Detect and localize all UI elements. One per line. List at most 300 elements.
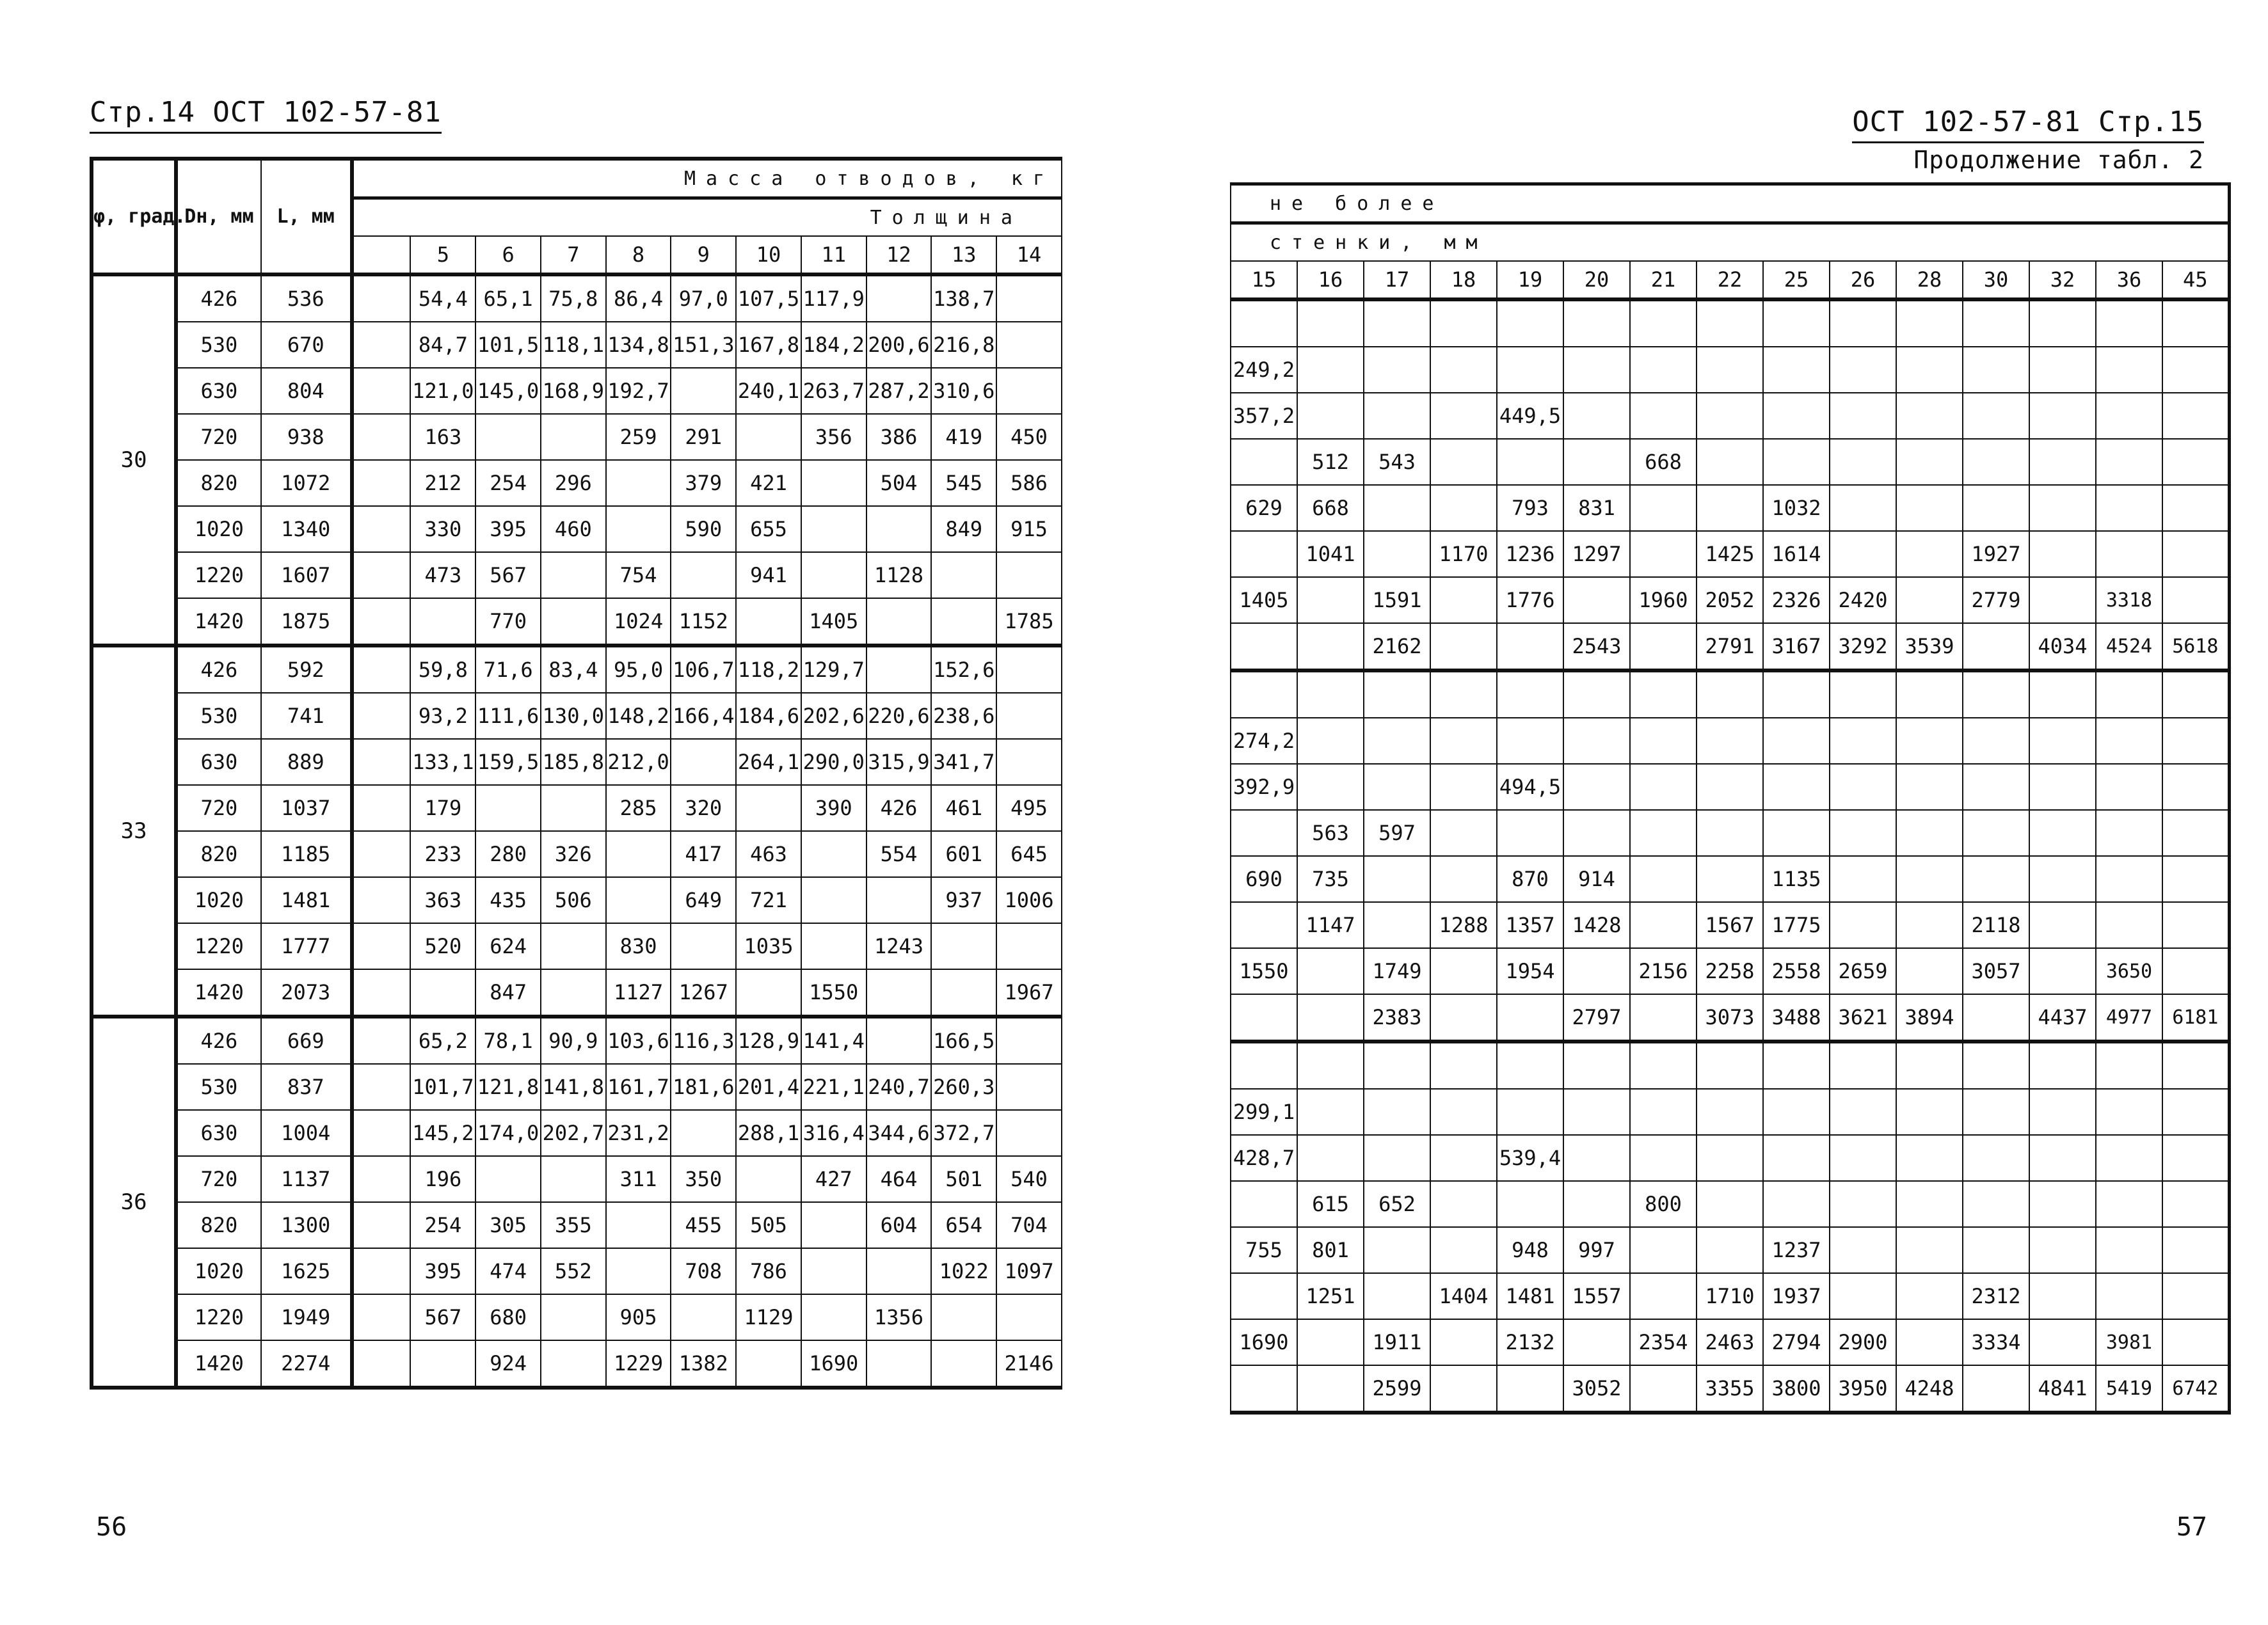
mass-cell: 793 xyxy=(1497,485,1563,531)
mass-cell: 421 xyxy=(736,460,801,506)
mass-cell xyxy=(931,598,996,646)
mass-cell: 1776 xyxy=(1497,577,1563,623)
mass-cell: 1170 xyxy=(1430,531,1497,577)
mass-cell xyxy=(1297,948,1364,994)
mass-cell: 680 xyxy=(475,1294,541,1340)
mass-cell: 494,5 xyxy=(1497,764,1563,810)
table-row xyxy=(1231,531,2229,577)
mass-cell: 464 xyxy=(866,1156,932,1202)
mass-cell: 1557 xyxy=(1563,1273,1630,1319)
mass-cell xyxy=(2029,856,2096,902)
mass-cell: 586 xyxy=(996,460,1062,506)
mass-cell: 326 xyxy=(541,831,606,877)
mass-cell xyxy=(2029,810,2096,856)
mass-cell: 2659 xyxy=(1830,948,1896,994)
mass-cell xyxy=(1763,299,1830,347)
mass-cell: 4437 xyxy=(2029,994,2096,1042)
mass-cell xyxy=(1430,439,1497,485)
table-row xyxy=(1231,1135,2229,1181)
mass-cell: 71,6 xyxy=(475,646,541,693)
mass-cell: 161,7 xyxy=(606,1064,671,1110)
mass-cell xyxy=(1896,764,1963,810)
mass-cell: 831 xyxy=(1563,485,1630,531)
mass-cell xyxy=(541,1340,606,1388)
mass-cell: 1550 xyxy=(801,969,866,1017)
mass-cell: 1032 xyxy=(1763,485,1830,531)
mass-cell: 590 xyxy=(671,506,736,552)
mass-cell xyxy=(736,969,801,1017)
mass-cell xyxy=(1430,1227,1497,1273)
mass-cell xyxy=(1364,718,1430,764)
mass-cell xyxy=(1830,299,1896,347)
mass-cell xyxy=(1763,439,1830,485)
mass-cell xyxy=(1697,439,1763,485)
mass-cell: 103,6 xyxy=(606,1017,671,1064)
mass-cell xyxy=(1630,1227,1697,1273)
mass-cell: 5618 xyxy=(2162,623,2229,670)
mass-cell: 1243 xyxy=(866,923,932,969)
thickness-col-7: 7 xyxy=(541,236,606,274)
mass-cell xyxy=(1697,718,1763,764)
mass-cell xyxy=(1697,810,1763,856)
mass-cell xyxy=(931,1340,996,1388)
thickness-col-15: 15 xyxy=(1231,261,1297,299)
mass-cell xyxy=(1630,623,1697,670)
mass-cell xyxy=(2029,439,2096,485)
left-mass-table xyxy=(90,157,1062,1390)
mass-cell: 941 xyxy=(736,552,801,598)
table-row xyxy=(92,969,1062,1017)
mass-cell: 460 xyxy=(541,506,606,552)
mass-cell xyxy=(1430,577,1497,623)
angle-cell: 36 xyxy=(92,1017,176,1388)
mass-cell xyxy=(866,1340,932,1388)
mass-cell xyxy=(1231,670,1297,718)
l-cell: 2274 xyxy=(261,1340,352,1388)
spacer-cell xyxy=(352,739,411,785)
mass-cell: 615 xyxy=(1297,1181,1364,1227)
mass-cell xyxy=(2096,670,2162,718)
mass-cell xyxy=(1364,1135,1430,1181)
mass-cell: 4248 xyxy=(1896,1365,1963,1413)
mass-cell xyxy=(1963,623,2029,670)
mass-cell xyxy=(1364,347,1430,393)
mass-cell xyxy=(1630,1089,1697,1135)
mass-cell: 1591 xyxy=(1364,577,1430,623)
mass-cell xyxy=(866,877,932,923)
mass-cell: 563 xyxy=(1297,810,1364,856)
table-row xyxy=(92,739,1062,785)
mass-cell xyxy=(1430,994,1497,1042)
mass-cell xyxy=(1963,718,2029,764)
mass-cell: 721 xyxy=(736,877,801,923)
mass-cell: 1404 xyxy=(1430,1273,1497,1319)
table-row xyxy=(1231,1042,2229,1089)
table-row xyxy=(92,368,1062,414)
mass-cell xyxy=(2096,718,2162,764)
thickness-col-13: 13 xyxy=(931,236,996,274)
mass-cell: 1710 xyxy=(1697,1273,1763,1319)
mass-cell xyxy=(1830,485,1896,531)
mass-cell xyxy=(671,552,736,598)
mass-cell: 652 xyxy=(1364,1181,1430,1227)
table-row xyxy=(1231,764,2229,810)
mass-cell xyxy=(1231,439,1297,485)
right-page-number: 57 xyxy=(2176,1512,2207,1542)
mass-cell: 121,0 xyxy=(410,368,475,414)
thickness-col-45: 45 xyxy=(2162,261,2229,299)
mass-cell xyxy=(2096,393,2162,439)
angle-cell: 30 xyxy=(92,274,176,646)
mass-cell: 75,8 xyxy=(541,274,606,322)
mass-cell xyxy=(1430,1319,1497,1365)
mass-cell xyxy=(1896,856,1963,902)
mass-cell: 2543 xyxy=(1563,623,1630,670)
mass-cell: 4977 xyxy=(2096,994,2162,1042)
l-cell: 837 xyxy=(261,1064,352,1110)
mass-cell xyxy=(2096,902,2162,948)
mass-cell xyxy=(996,368,1062,414)
mass-cell xyxy=(2029,393,2096,439)
mass-cell xyxy=(1830,439,1896,485)
mass-cell xyxy=(1497,1089,1563,1135)
col-l-header: L, мм xyxy=(261,159,352,274)
thickness-col-17: 17 xyxy=(1364,261,1430,299)
mass-cell: 216,8 xyxy=(931,322,996,368)
table-row xyxy=(1231,439,2229,485)
mass-cell: 2258 xyxy=(1697,948,1763,994)
spacer-cell xyxy=(352,460,411,506)
mass-cell: 200,6 xyxy=(866,322,932,368)
mass-cell xyxy=(2162,577,2229,623)
mass-cell xyxy=(2162,856,2229,902)
mass-cell xyxy=(2162,1227,2229,1273)
mass-cell xyxy=(1763,810,1830,856)
mass-cell xyxy=(1630,718,1697,764)
mass-cell xyxy=(2162,902,2229,948)
mass-cell xyxy=(1297,764,1364,810)
mass-cell xyxy=(2029,670,2096,718)
mass-cell: 754 xyxy=(606,552,671,598)
mass-cell: 254 xyxy=(475,460,541,506)
mass-cell xyxy=(2162,670,2229,718)
mass-cell xyxy=(1563,810,1630,856)
spacer-cell xyxy=(352,598,411,646)
mass-cell xyxy=(1430,670,1497,718)
mass-cell xyxy=(1630,810,1697,856)
mass-cell: 2146 xyxy=(996,1340,1062,1388)
mass-cell: 86,4 xyxy=(606,274,671,322)
mass-cell: 1405 xyxy=(1231,577,1297,623)
mass-cell xyxy=(1697,485,1763,531)
mass-cell: 101,5 xyxy=(475,322,541,368)
table-row xyxy=(1231,994,2229,1042)
table-row xyxy=(92,693,1062,739)
mass-cell: 1567 xyxy=(1697,902,1763,948)
mass-cell xyxy=(1896,1042,1963,1089)
mass-cell: 290,0 xyxy=(801,739,866,785)
table-row xyxy=(92,1017,1062,1064)
mass-cell: 1911 xyxy=(1364,1319,1430,1365)
dn-cell: 1420 xyxy=(176,1340,260,1388)
mass-cell xyxy=(1231,994,1297,1042)
mass-cell: 196 xyxy=(410,1156,475,1202)
mass-cell: 567 xyxy=(475,552,541,598)
mass-cell: 1229 xyxy=(606,1340,671,1388)
mass-cell: 117,9 xyxy=(801,274,866,322)
mass-cell: 350 xyxy=(671,1156,736,1202)
mass-cell xyxy=(1630,856,1697,902)
mass-cell xyxy=(2162,1273,2229,1319)
mass-cell: 1127 xyxy=(606,969,671,1017)
mass-cell xyxy=(996,322,1062,368)
mass-cell: 450 xyxy=(996,414,1062,460)
mass-cell: 93,2 xyxy=(410,693,475,739)
mass-cell xyxy=(1297,718,1364,764)
mass-cell: 2312 xyxy=(1963,1273,2029,1319)
mass-cell: 1356 xyxy=(866,1294,932,1340)
mass-cell xyxy=(1430,1089,1497,1135)
spacer-cell xyxy=(352,1110,411,1156)
mass-cell xyxy=(2029,1089,2096,1135)
mass-cell: 168,9 xyxy=(541,368,606,414)
mass-cell: 1927 xyxy=(1963,531,2029,577)
mass-cell: 1690 xyxy=(1231,1319,1297,1365)
spacer-cell xyxy=(352,552,411,598)
mass-cell: 520 xyxy=(410,923,475,969)
mass-cell: 786 xyxy=(736,1248,801,1294)
thickness-col-36: 36 xyxy=(2096,261,2162,299)
mass-cell xyxy=(931,923,996,969)
mass-cell xyxy=(1830,531,1896,577)
mass-cell: 915 xyxy=(996,506,1062,552)
mass-cell xyxy=(1297,994,1364,1042)
mass-cell: 427 xyxy=(801,1156,866,1202)
mass-cell xyxy=(866,1017,932,1064)
mass-cell xyxy=(736,785,801,831)
mass-cell: 1428 xyxy=(1563,902,1630,948)
mass-cell xyxy=(1297,1365,1364,1413)
mass-cell xyxy=(1963,1042,2029,1089)
mass-cell: 240,1 xyxy=(736,368,801,414)
mass-cell xyxy=(1963,299,2029,347)
left-page-number: 56 xyxy=(96,1512,127,1542)
mass-cell xyxy=(1896,948,1963,994)
mass-cell xyxy=(2029,1135,2096,1181)
dn-cell: 530 xyxy=(176,322,260,368)
right-page-header xyxy=(1852,106,2204,138)
spacer-cell xyxy=(352,1064,411,1110)
mass-cell xyxy=(1896,1135,1963,1181)
mass-cell xyxy=(1497,1042,1563,1089)
l-cell: 536 xyxy=(261,274,352,322)
mass-cell xyxy=(1763,670,1830,718)
l-cell: 1300 xyxy=(261,1202,352,1248)
mass-cell xyxy=(2029,718,2096,764)
left-page-header xyxy=(90,96,442,129)
mass-cell: 649 xyxy=(671,877,736,923)
mass-cell: 118,2 xyxy=(736,646,801,693)
mass-cell xyxy=(996,1110,1062,1156)
mass-cell xyxy=(801,1202,866,1248)
mass-cell: 1749 xyxy=(1364,948,1430,994)
mass-cell xyxy=(1563,718,1630,764)
table-row xyxy=(1231,1273,2229,1319)
mass-cell: 1024 xyxy=(606,598,671,646)
mass-cell xyxy=(1231,902,1297,948)
mass-cell: 288,1 xyxy=(736,1110,801,1156)
mass-cell xyxy=(1763,1135,1830,1181)
dn-cell: 820 xyxy=(176,1202,260,1248)
mass-cell xyxy=(2162,531,2229,577)
mass-cell xyxy=(1497,439,1563,485)
mass-cell: 4841 xyxy=(2029,1365,2096,1413)
dn-cell: 1020 xyxy=(176,1248,260,1294)
mass-cell: 395 xyxy=(475,506,541,552)
mass-cell xyxy=(1830,670,1896,718)
mass-cell xyxy=(541,414,606,460)
right-mass-table xyxy=(1230,182,2231,1415)
l-cell: 1625 xyxy=(261,1248,352,1294)
mass-cell: 830 xyxy=(606,923,671,969)
mass-cell xyxy=(541,785,606,831)
mass-cell xyxy=(2096,299,2162,347)
mass-cell: 801 xyxy=(1297,1227,1364,1273)
right-page xyxy=(1134,0,2268,1625)
mass-cell xyxy=(931,1294,996,1340)
mass-cell: 1960 xyxy=(1630,577,1697,623)
mass-cell xyxy=(1896,485,1963,531)
mass-cell: 2900 xyxy=(1830,1319,1896,1365)
mass-cell xyxy=(2162,347,2229,393)
mass-cell xyxy=(866,506,932,552)
mass-cell: 280 xyxy=(475,831,541,877)
mass-cell: 254 xyxy=(410,1202,475,1248)
mass-cell xyxy=(1563,670,1630,718)
dn-cell: 820 xyxy=(176,831,260,877)
mass-cell: 545 xyxy=(931,460,996,506)
mass-cell: 1267 xyxy=(671,969,736,1017)
mass-cell: 455 xyxy=(671,1202,736,1248)
mass-cell: 3292 xyxy=(1830,623,1896,670)
thickness-col-30: 30 xyxy=(1963,261,2029,299)
mass-cell: 159,5 xyxy=(475,739,541,785)
table-row xyxy=(92,322,1062,368)
l-cell: 592 xyxy=(261,646,352,693)
thickness-col-8: 8 xyxy=(606,236,671,274)
mass-cell xyxy=(1231,299,1297,347)
mass-cell: 473 xyxy=(410,552,475,598)
mass-cell xyxy=(1430,856,1497,902)
mass-cell xyxy=(736,414,801,460)
mass-cell: 1297 xyxy=(1563,531,1630,577)
mass-cell: 264,1 xyxy=(736,739,801,785)
mass-cell: 567 xyxy=(410,1294,475,1340)
mass-cell: 2794 xyxy=(1763,1319,1830,1365)
mass-cell: 330 xyxy=(410,506,475,552)
dn-cell: 720 xyxy=(176,785,260,831)
mass-cell: 2463 xyxy=(1697,1319,1763,1365)
mass-cell: 770 xyxy=(475,598,541,646)
mass-cell: 597 xyxy=(1364,810,1430,856)
table-row xyxy=(1231,810,2229,856)
mass-cell xyxy=(1430,1181,1497,1227)
mass-cell xyxy=(2096,1181,2162,1227)
table-row xyxy=(92,1156,1062,1202)
wall-mm-header: стенки, мм xyxy=(1231,223,2229,262)
mass-cell: 849 xyxy=(931,506,996,552)
mass-cell: 1937 xyxy=(1763,1273,1830,1319)
mass-cell xyxy=(2162,1135,2229,1181)
mass-cell xyxy=(1231,531,1297,577)
mass-cell: 690 xyxy=(1231,856,1297,902)
mass-cell xyxy=(1364,1089,1430,1135)
mass-cell: 2383 xyxy=(1364,994,1430,1042)
mass-cell xyxy=(1697,1089,1763,1135)
mass-cell: 316,4 xyxy=(801,1110,866,1156)
mass-cell xyxy=(1896,347,1963,393)
thickness-col-19: 19 xyxy=(1497,261,1563,299)
mass-cell xyxy=(2162,485,2229,531)
mass-cell: 3167 xyxy=(1763,623,1830,670)
mass-cell: 645 xyxy=(996,831,1062,877)
table-row xyxy=(92,506,1062,552)
mass-cell: 629 xyxy=(1231,485,1297,531)
mass-cell: 133,1 xyxy=(410,739,475,785)
mass-cell: 3073 xyxy=(1697,994,1763,1042)
mass-cell xyxy=(1563,1042,1630,1089)
l-cell: 938 xyxy=(261,414,352,460)
mass-cell: 2118 xyxy=(1963,902,2029,948)
mass-cell: 3950 xyxy=(1830,1365,1896,1413)
mass-cell xyxy=(1963,1089,2029,1135)
mass-cell xyxy=(1297,1135,1364,1181)
mass-cell xyxy=(1231,1042,1297,1089)
continuation-label: Продолжение табл. 2 xyxy=(1913,146,2204,174)
table-row xyxy=(1231,718,2229,764)
mass-cell xyxy=(1630,764,1697,810)
mass-cell xyxy=(801,552,866,598)
spacer-cell xyxy=(352,274,411,322)
l-cell: 2073 xyxy=(261,969,352,1017)
mass-cell: 3334 xyxy=(1963,1319,2029,1365)
mass-cell xyxy=(541,923,606,969)
mass-cell: 1251 xyxy=(1297,1273,1364,1319)
mass-cell xyxy=(2162,948,2229,994)
mass-cell xyxy=(736,598,801,646)
mass-cell: 1425 xyxy=(1697,531,1763,577)
mass-cell: 512 xyxy=(1297,439,1364,485)
mass-cell: 504 xyxy=(866,460,932,506)
mass-cell xyxy=(1297,670,1364,718)
mass-cell xyxy=(2029,764,2096,810)
mass-cell xyxy=(1563,1135,1630,1181)
mass-cell xyxy=(1297,1042,1364,1089)
mass-cell xyxy=(866,598,932,646)
mass-cell: 95,0 xyxy=(606,646,671,693)
table-row xyxy=(92,1064,1062,1110)
spacer-cell xyxy=(352,646,411,693)
spacer-cell xyxy=(352,1017,411,1064)
mass-cell: 357,2 xyxy=(1231,393,1297,439)
table-row xyxy=(92,1202,1062,1248)
mass-cell: 166,4 xyxy=(671,693,736,739)
l-cell: 1777 xyxy=(261,923,352,969)
spacer-cell xyxy=(352,414,411,460)
mass-cell xyxy=(2162,393,2229,439)
mass-cell xyxy=(606,506,671,552)
mass-cell xyxy=(801,1294,866,1340)
